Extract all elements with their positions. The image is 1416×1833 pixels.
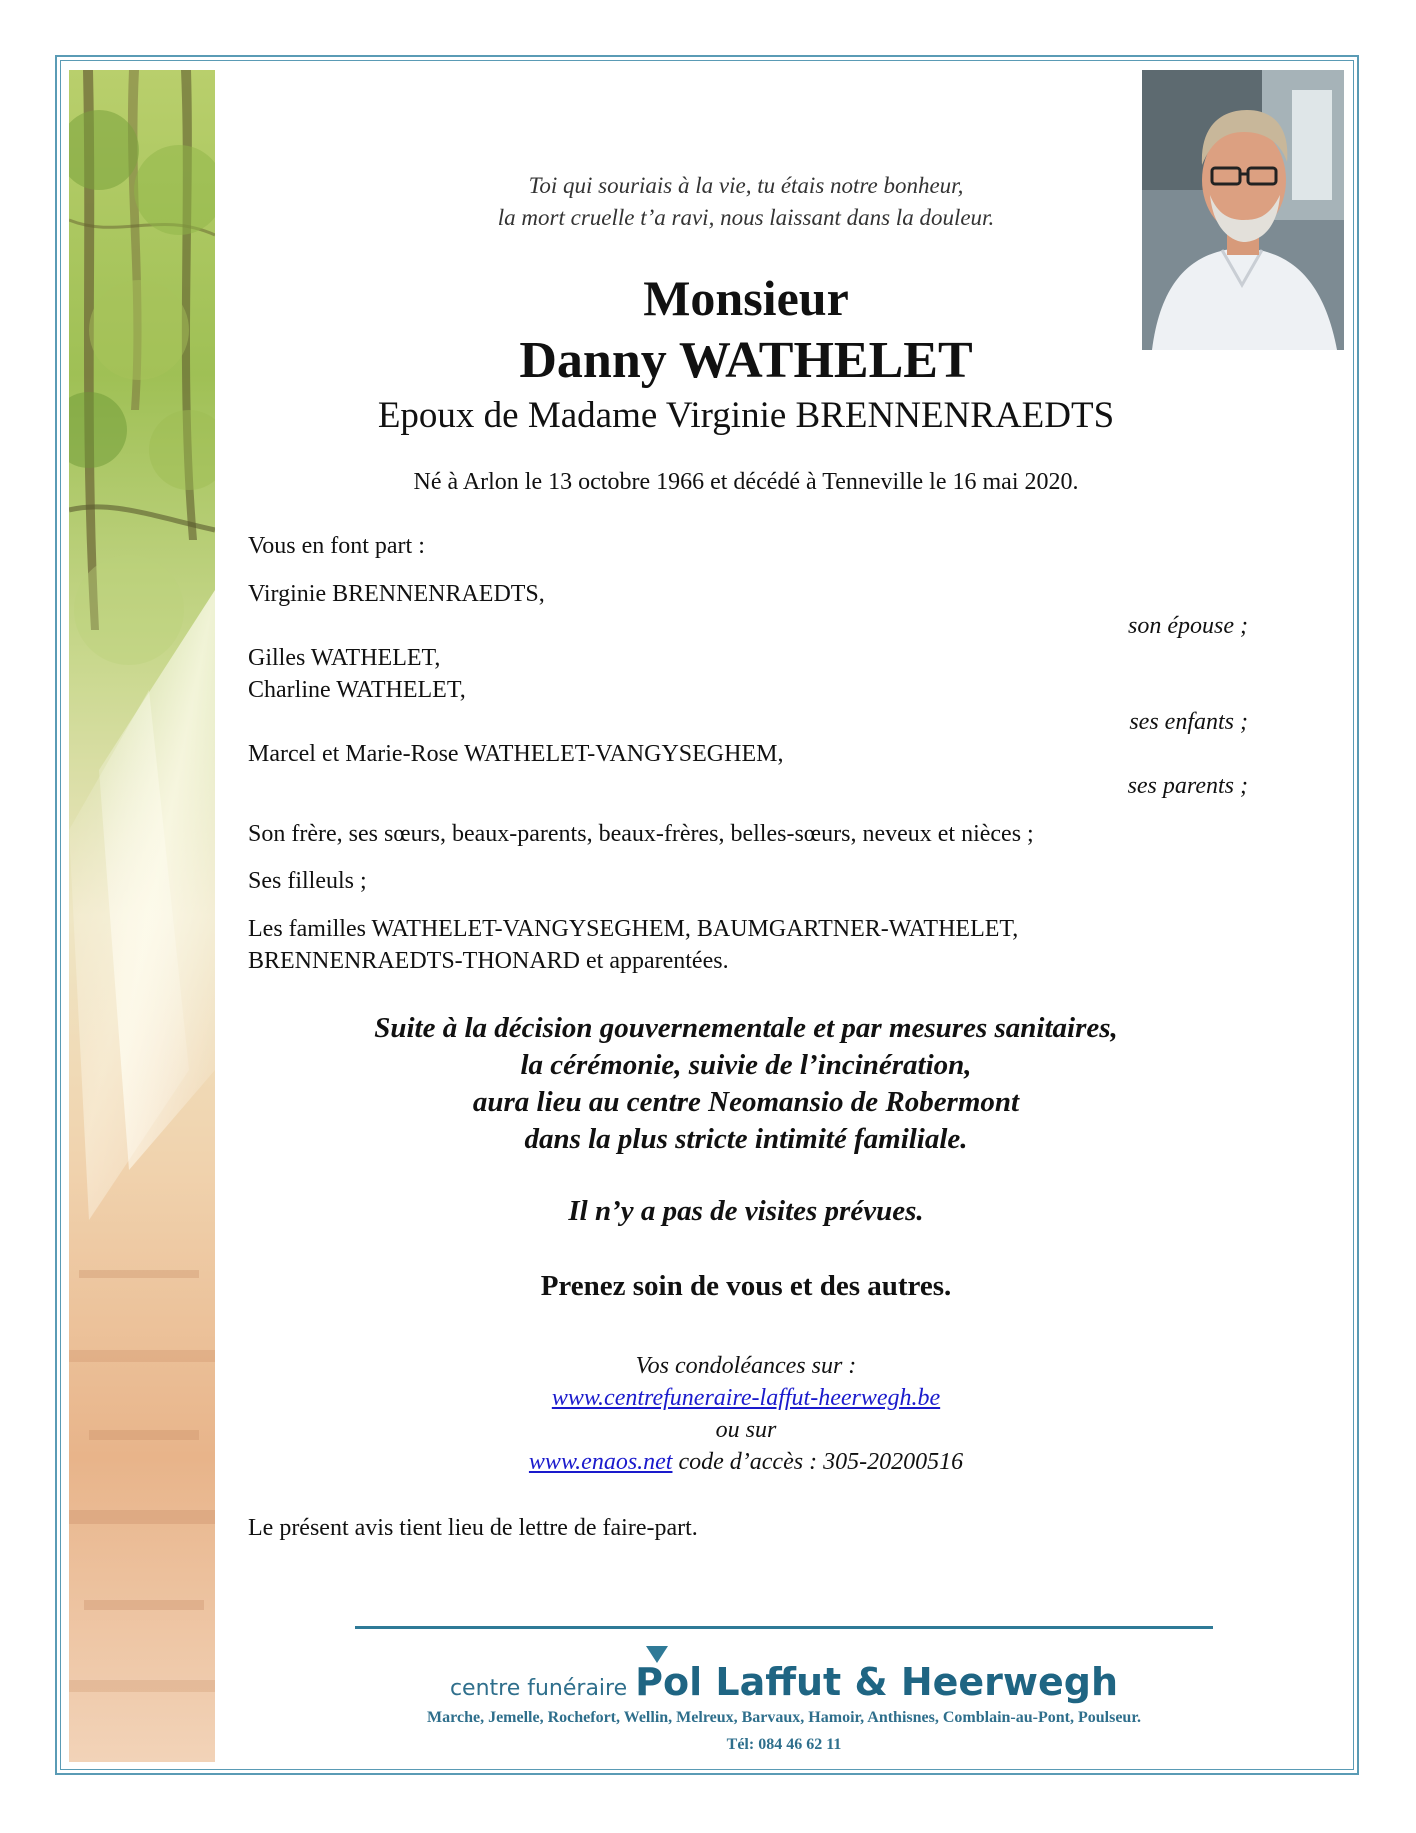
poem-line: la mort cruelle t’a ravi, nous laissant dans la douleur. — [497, 205, 995, 230]
birth-death-line: Né à Arlon le 13 octobre 1966 et décédé à Tenneville le 16 mai 2020. — [413, 469, 1079, 495]
ceremony-line: Suite à la décision gouvernementale et par mesures sanitaires, — [374, 1012, 1118, 1044]
access-code: code d’accès : 305-20200516 — [672, 1449, 964, 1475]
child-name: Charline WATHELET, — [248, 677, 466, 703]
poem-line: Toi qui souriais à la vie, tu étais notre bonheur, — [528, 173, 964, 198]
footer-divider — [355, 1626, 1213, 1629]
closing-line: Le présent avis tient lieu de lettre de faire-part. — [248, 1515, 698, 1541]
footer-phone: Tél: 084 46 62 11 — [726, 1736, 842, 1753]
deceased-name: Danny WATHELET — [519, 332, 973, 389]
brand-name: Pol Laffut & Heerwegh — [635, 1660, 1119, 1704]
honorific: Monsieur — [643, 270, 849, 326]
announcers-intro: Vous en font part : — [248, 533, 425, 559]
spouse-name: Virginie BRENNENRAEDTS, — [248, 581, 545, 607]
ceremony-line: la cérémonie, suivie de l’incinération, — [520, 1049, 972, 1081]
child-name: Gilles WATHELET, — [248, 645, 441, 671]
forest-path-image — [69, 70, 215, 1762]
families-line: BRENNENRAEDTS-THONARD et apparentées. — [248, 948, 729, 974]
footer-locations: Marche, Jemelle, Rochefort, Wellin, Melreux, Barvaux, Hamoir, Anthisnes, Comblain-au-Pont, Poulseur. — [427, 1709, 1141, 1726]
condolences-intro: Vos condoléances sur : — [635, 1353, 857, 1379]
ceremony-line: dans la plus stricte intimité familiale. — [524, 1123, 968, 1155]
spouse-line: Epoux de Madame Virginie BRENNENRAEDTS — [377, 395, 1115, 436]
ceremony-notice — [248, 1010, 1244, 1158]
condolences-or: ou sur — [715, 1417, 777, 1443]
no-visits-line: Il n’y a pas de visites prévues. — [568, 1195, 924, 1227]
condolences-link-laffut[interactable]: www.centrefuneraire-laffut-heerwegh.be — [551, 1385, 941, 1411]
parents-names: Marcel et Marie-Rose WATHELET-VANGYSEGHEM, — [248, 741, 784, 767]
condolences-link-enaos[interactable]: www.enaos.net — [528, 1449, 673, 1475]
ceremony-line: aura lieu au centre Neomansio de Robermont — [472, 1086, 1020, 1118]
spouse-role: son épouse ; — [1128, 613, 1248, 639]
siblings-line: Son frère, ses sœurs, beaux-parents, beaux-frères, belles-sœurs, neveux et nièces ; — [248, 821, 1034, 847]
brand-prefix: centre funéraire — [449, 1676, 628, 1701]
take-care-line: Prenez soin de vous et des autres. — [540, 1270, 952, 1302]
children-role: ses enfants ; — [1129, 709, 1248, 735]
families-line: Les familles WATHELET-VANGYSEGHEM, BAUMGARTNER-WATHELET, — [248, 916, 1019, 942]
godchildren-line: Ses filleuls ; — [248, 868, 367, 894]
condolences-block — [248, 1350, 1244, 1478]
funeral-home-logo — [355, 1660, 1213, 1704]
opening-poem — [248, 170, 1244, 234]
parents-role: ses parents ; — [1127, 773, 1248, 799]
